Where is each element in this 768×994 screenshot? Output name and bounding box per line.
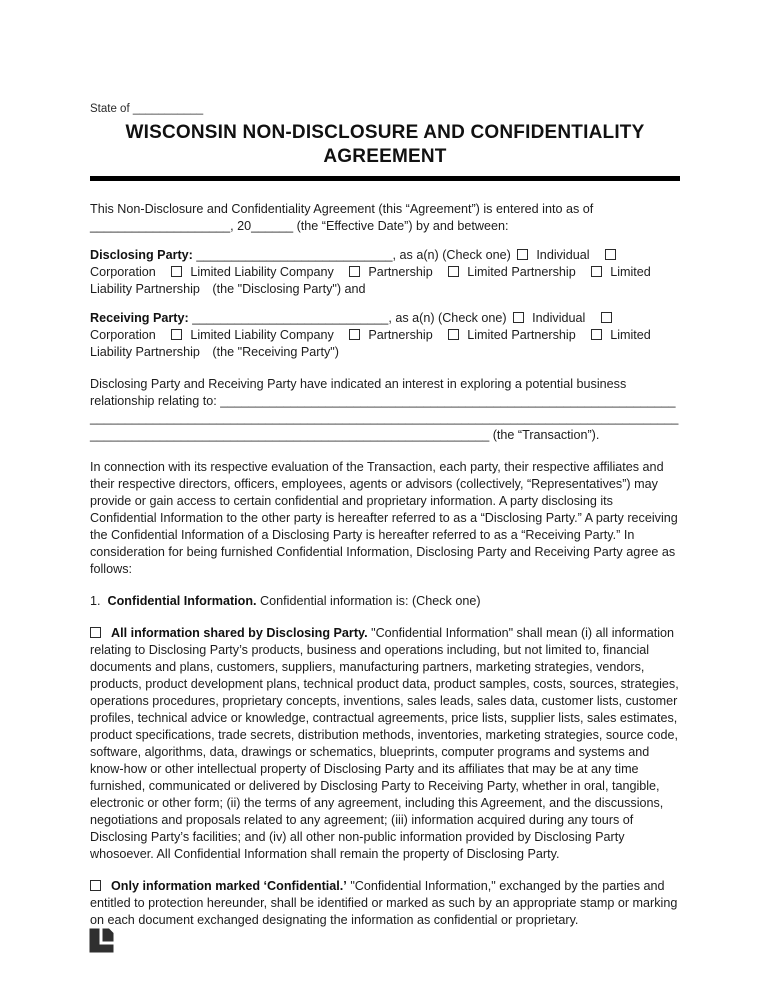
receiving-option-individual: Individual <box>532 311 586 325</box>
checkbox-receiving-partnership[interactable] <box>349 329 360 340</box>
section-1-title: Confidential Information. <box>107 594 257 608</box>
checkbox-only-marked-confidential[interactable] <box>90 880 101 891</box>
option-all-information-heading: All information shared by Disclosing Party. <box>111 626 368 640</box>
disclosing-check-one-text: , as a(n) (Check one) <box>392 248 511 262</box>
option-all-information-body: "Confidential Information" shall mean (i) all information relating to Disclosing Party’s products, business and operations including, but not limited to, financial documents and plans, customers, suppliers, manufacturing partners, marketing strategies, vendors, products, product development plans, technical product data, product samples, costs, sources, strategies, operations procedures, proprietary concepts, inventions, sales leads, sales data, customer lists, customer profiles, technical advice or knowledge, contractual agreements, price lists, supplier lists, sales estimates, product specifications, trade secrets, distribution methods, inventories, marketing strategies, source code, software, algorithms, data, drawings or schematics, blueprints, computer programs and systems and know-how or other intellectual property of Disclosing Party and its affiliates that may be at any time furnished, communicated or delivered by Disclosing Party to Receiving Party, whether in oral, tangible, electronic or other form; (ii) the terms of any agreement, including this Agreement, and the discussions, negotiations and proposals related to any agreement; (iii) information acquired during any tours of Disclosing Party’s facilities; and (iv) all other non-public information provided by Disclosing Party whosoever. All Confidential Information shall remain the property of Disclosing Party. <box>90 626 679 861</box>
receiving-check-one-text: , as a(n) (Check one) <box>388 311 507 325</box>
checkbox-receiving-individual[interactable] <box>513 312 524 323</box>
receiving-party-name-blank: ____________________________ <box>192 311 389 325</box>
in-connection-text: In connection with its respective evaluation of the Transaction, each party, their respective affiliates and their respective directors, officers, employees, agents or advisors (collectively, “Representatives”) may provide or gain access to certain confidential and proprietary information. A party disclosing its Confidential Information to the other party is hereafter referred to as a “Disclosing Party.” A party receiving the Confidential Information of a Disclosing Party is hereafter referred to as a “Receiving Party.” In consideration for being furnished Confidential Information, Disclosing Party and Receiving Party agree as follows: <box>90 460 678 576</box>
disclosing-option-llc: Limited Liability Company <box>190 265 334 279</box>
checkbox-receiving-limited-partnership[interactable] <box>448 329 459 340</box>
disclosing-option-partnership: Partnership <box>368 265 433 279</box>
disclosing-option-llp: Limited Liability Partnership <box>90 265 651 296</box>
document-content <box>90 102 680 929</box>
receiving-option-limited-partnership: Limited Partnership <box>467 328 576 342</box>
section-1-number: 1. <box>90 594 101 608</box>
option-marked-confidential-body: "Confidential Information," exchanged by the parties and entitled to protection hereunder, shall be identified or marked as such by an appropriate stamp or marking on each document exchanged designating the information as confidential or proprietary. <box>90 879 678 927</box>
disclosing-party-paragraph <box>90 247 680 298</box>
disclosing-option-individual: Individual <box>536 248 590 262</box>
relationship-tail: (the “Transaction”). <box>492 428 600 442</box>
relationship-lead: Disclosing Party and Receiving Party have indicated an interest in exploring a potential business relationship relating to: <box>90 377 627 408</box>
legal-templates-logo <box>88 927 115 954</box>
checkbox-disclosing-corporation[interactable] <box>605 249 616 260</box>
title-divider <box>90 176 680 181</box>
intro-paragraph <box>90 201 680 235</box>
receiving-party-label: Receiving Party: <box>90 311 189 325</box>
checkbox-receiving-corporation[interactable] <box>601 312 612 323</box>
receiving-option-partnership: Partnership <box>368 328 433 342</box>
checkbox-disclosing-individual[interactable] <box>517 249 528 260</box>
option-marked-confidential-heading: Only information marked ‘Confidential.’ <box>111 879 347 893</box>
disclosing-party-tail: (the "Disclosing Party") and <box>212 282 366 296</box>
document-title: WISCONSIN NON-DISCLOSURE AND CONFIDENTIALITY AGREEMENT <box>125 122 645 167</box>
relationship-paragraph <box>90 376 680 444</box>
intro-text: This Non-Disclosure and Confidentiality Agreement (this “Agreement”) is entered into as of ____________________, 20______ (the “Effective Date”) by and between: <box>90 202 594 233</box>
section-1-text: Confidential information is: (Check one) <box>260 594 481 608</box>
checkbox-receiving-llp[interactable] <box>591 329 602 340</box>
in-connection-paragraph <box>90 459 680 578</box>
option-marked-confidential-paragraph <box>90 878 680 929</box>
checkbox-all-information[interactable] <box>90 627 101 638</box>
checkbox-receiving-llc[interactable] <box>171 329 182 340</box>
disclosing-option-limited-partnership: Limited Partnership <box>467 265 576 279</box>
disclosing-option-corporation: Corporation <box>90 265 156 279</box>
disclosing-party-label: Disclosing Party: <box>90 248 193 262</box>
state-of-line: State of ___________ <box>90 103 204 115</box>
receiving-option-corporation: Corporation <box>90 328 156 342</box>
receiving-party-tail: (the "Receiving Party") <box>212 345 339 359</box>
receiving-option-llp: Limited Liability Partnership <box>90 328 651 359</box>
disclosing-party-name-blank: ____________________________ <box>196 248 393 262</box>
relationship-blank: ______________________________________________________________________________________________________________________________________________________________________________________________________________ <box>90 394 679 442</box>
receiving-option-llc: Limited Liability Company <box>190 328 334 342</box>
checkbox-disclosing-llp[interactable] <box>591 266 602 277</box>
checkbox-disclosing-partnership[interactable] <box>349 266 360 277</box>
checkbox-disclosing-llc[interactable] <box>171 266 182 277</box>
legal-templates-logo-icon <box>88 927 115 954</box>
option-all-information-paragraph <box>90 625 680 863</box>
section-1-heading <box>90 593 680 610</box>
receiving-party-paragraph <box>90 310 680 361</box>
checkbox-disclosing-limited-partnership[interactable] <box>448 266 459 277</box>
